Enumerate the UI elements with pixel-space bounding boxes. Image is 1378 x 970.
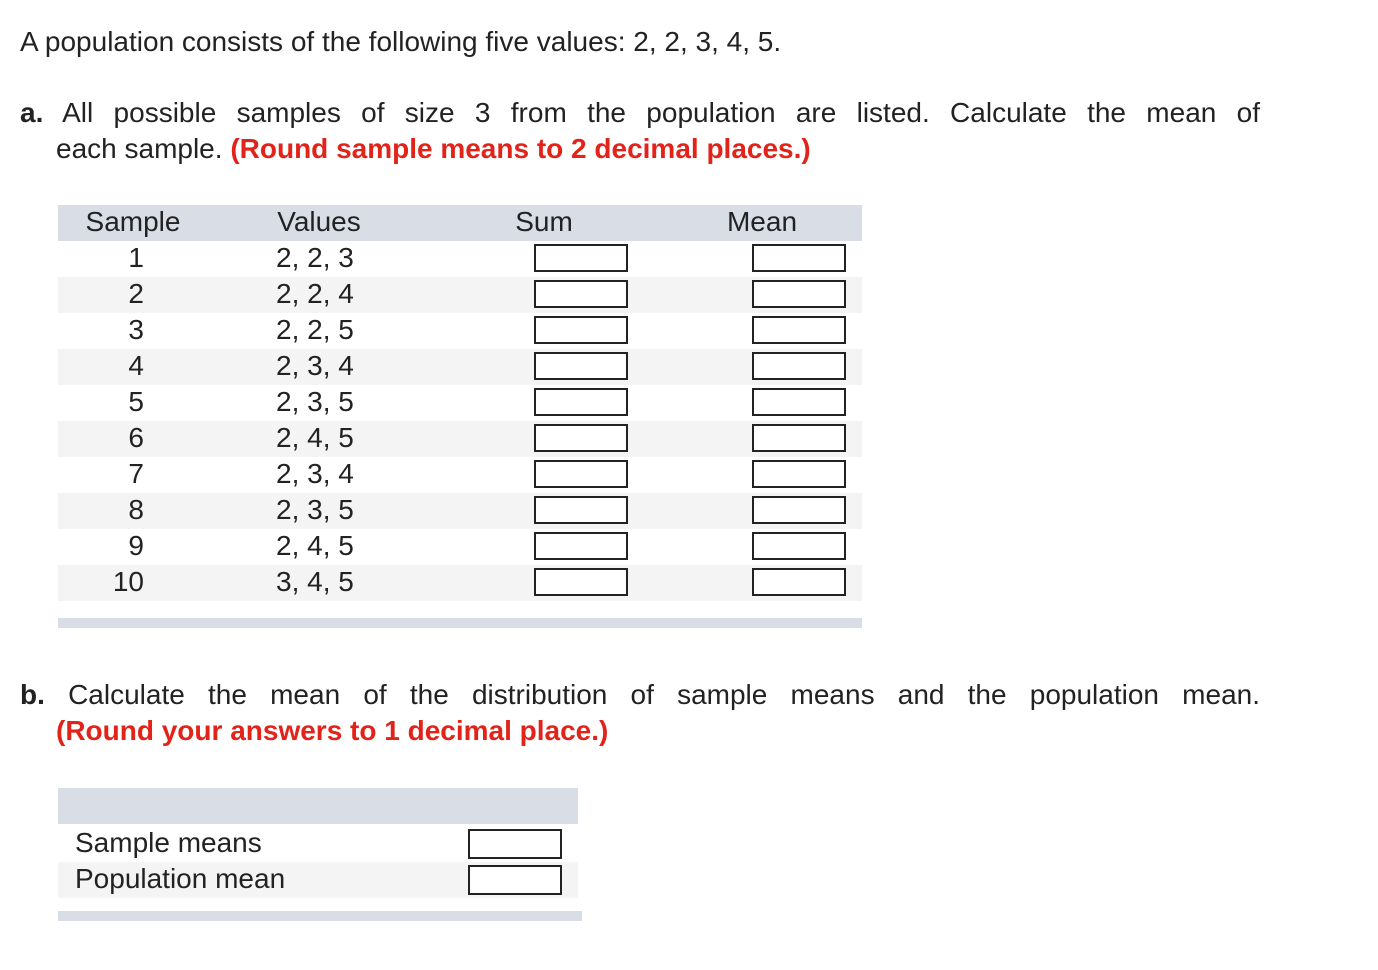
part-b-line-2 bbox=[20, 713, 1260, 749]
part-a-text-1: All possible samples of size 3 from the population are listed. Calculate the mean of bbox=[62, 97, 1261, 128]
samples-table-body bbox=[58, 241, 862, 601]
mean-input-7[interactable] bbox=[752, 460, 846, 488]
population-mean-input[interactable] bbox=[468, 865, 562, 895]
mean-input-3[interactable] bbox=[752, 316, 846, 344]
table-row bbox=[58, 277, 862, 313]
part-a-line-2 bbox=[20, 131, 1260, 167]
mean-input-9[interactable] bbox=[752, 532, 846, 560]
sample-values: 2, 2, 3 bbox=[276, 242, 354, 273]
samples-table bbox=[58, 205, 862, 601]
sample-number: 7 bbox=[128, 458, 144, 489]
sample-values: 2, 2, 4 bbox=[276, 278, 354, 309]
mean-input-10[interactable] bbox=[752, 568, 846, 596]
sample-values: 2, 3, 5 bbox=[276, 494, 354, 525]
part-b-text-1: Calculate the mean of the distribution of sample means and the population mean. bbox=[68, 679, 1260, 710]
part-a-text-2: each sample. bbox=[56, 133, 223, 164]
header-sample: Sample bbox=[85, 206, 181, 237]
sum-input-2[interactable] bbox=[534, 280, 628, 308]
part-a-line-1 bbox=[20, 95, 1260, 131]
sample-means-input[interactable] bbox=[468, 829, 562, 859]
header-values: Values bbox=[277, 206, 361, 237]
means-table-body bbox=[58, 826, 578, 898]
table-row bbox=[58, 457, 862, 493]
problem-intro: A population consists of the following five values: 2, 2, 3, 4, 5. bbox=[20, 26, 782, 57]
table-row bbox=[58, 493, 862, 529]
mean-input-8[interactable] bbox=[752, 496, 846, 524]
sample-means-label: Sample means bbox=[75, 827, 262, 858]
table-row bbox=[58, 862, 578, 898]
sample-number: 8 bbox=[128, 494, 144, 525]
sum-input-3[interactable] bbox=[534, 316, 628, 344]
table-row bbox=[58, 826, 578, 862]
samples-table-header bbox=[58, 205, 862, 241]
sum-input-9[interactable] bbox=[534, 532, 628, 560]
sample-values: 2, 3, 4 bbox=[276, 350, 354, 381]
sum-input-10[interactable] bbox=[534, 568, 628, 596]
sample-number: 5 bbox=[128, 386, 144, 417]
means-table bbox=[58, 788, 578, 898]
part-a-label: a. bbox=[20, 97, 44, 128]
part-b-label: b. bbox=[20, 679, 45, 710]
sample-number: 4 bbox=[128, 350, 144, 381]
population-mean-label: Population mean bbox=[75, 863, 286, 894]
sample-values: 2, 3, 5 bbox=[276, 386, 354, 417]
part-b-question bbox=[20, 677, 1260, 749]
sum-input-6[interactable] bbox=[534, 424, 628, 452]
part-b-line-1 bbox=[20, 677, 1260, 713]
part-a-question bbox=[20, 95, 1260, 167]
sample-number: 9 bbox=[128, 530, 144, 561]
sum-input-5[interactable] bbox=[534, 388, 628, 416]
sample-number: 2 bbox=[128, 278, 144, 309]
sum-input-8[interactable] bbox=[534, 496, 628, 524]
table-row bbox=[58, 241, 862, 277]
sample-number: 10 bbox=[112, 566, 144, 597]
mean-input-2[interactable] bbox=[752, 280, 846, 308]
samples-table-footer bbox=[58, 618, 862, 628]
table-row bbox=[58, 529, 862, 565]
table-row bbox=[58, 313, 862, 349]
sum-input-1[interactable] bbox=[534, 244, 628, 272]
sample-number: 3 bbox=[128, 314, 144, 345]
sample-number: 1 bbox=[128, 242, 144, 273]
mean-input-1[interactable] bbox=[752, 244, 846, 272]
sum-input-7[interactable] bbox=[534, 460, 628, 488]
table-row bbox=[58, 385, 862, 421]
sample-number: 6 bbox=[128, 422, 144, 453]
mean-input-4[interactable] bbox=[752, 352, 846, 380]
sample-values: 2, 2, 5 bbox=[276, 314, 354, 345]
sum-input-4[interactable] bbox=[534, 352, 628, 380]
means-table-footer bbox=[58, 911, 582, 921]
header-mean: Mean bbox=[726, 206, 798, 237]
sample-values: 2, 4, 5 bbox=[276, 530, 354, 561]
sample-values: 2, 3, 4 bbox=[276, 458, 354, 489]
table-row bbox=[58, 565, 862, 601]
means-table-header bbox=[58, 788, 578, 824]
mean-input-6[interactable] bbox=[752, 424, 846, 452]
mean-input-5[interactable] bbox=[752, 388, 846, 416]
table-row bbox=[58, 349, 862, 385]
header-sum: Sum bbox=[515, 206, 573, 237]
sample-values: 2, 4, 5 bbox=[276, 422, 354, 453]
sample-values: 3, 4, 5 bbox=[276, 566, 354, 597]
part-b-rounding-note: (Round your answers to 1 decimal place.) bbox=[56, 715, 609, 746]
table-row bbox=[58, 421, 862, 457]
part-a-rounding-note: (Round sample means to 2 decimal places.) bbox=[230, 133, 811, 164]
